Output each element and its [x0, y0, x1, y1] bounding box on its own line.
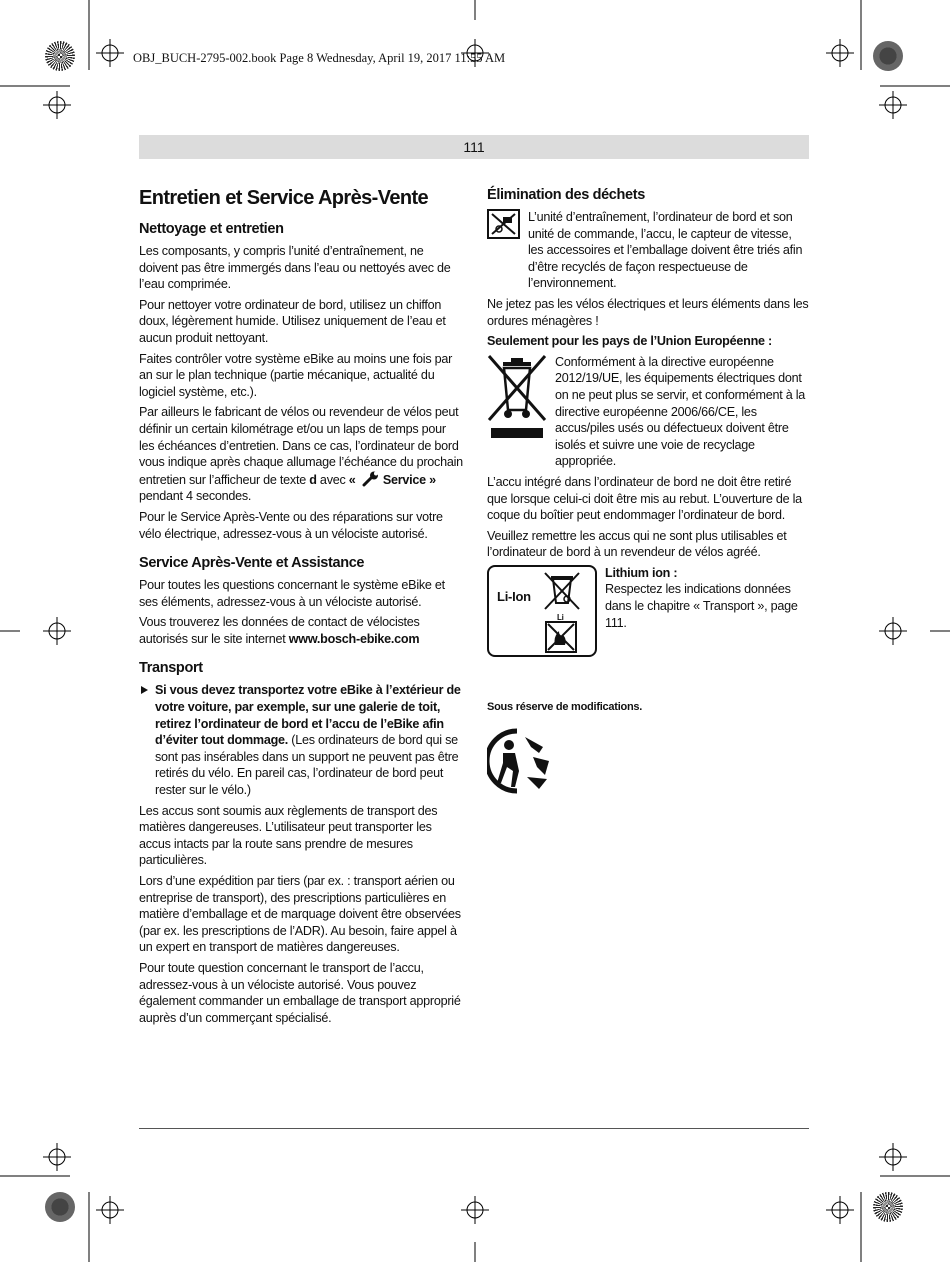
paragraph-website: [139, 614, 463, 647]
paragraph: Pour le Service Après-Vente ou des réparations sur votre vélo électrique, adressez-vous à un vélociste autorisé.: [139, 509, 443, 541]
bullet-triangle-icon: [141, 686, 148, 694]
page-number-band: [139, 135, 809, 159]
paragraph: Les composants, y compris l’unité d’entraînement, ne doivent pas être immergés dans l’eau ou nettoyés avec de l’eau comprimée.: [139, 244, 451, 292]
paragraph: Veuillez remettre les accus qui ne sont plus utilisables et l’ordinateur de bord à un revendeur de vélos agréé.: [487, 528, 787, 560]
bottom-rule: [139, 1128, 809, 1129]
li-small-label: Li: [557, 612, 564, 622]
triman-recycling-icon: [487, 727, 557, 795]
paragraph: Les accus sont soumis aux règlements de transport des matières dangereuses. L’utilisateur peut transporter les accus intacts par la route sans prendre de mesures particulières.: [139, 803, 438, 868]
display-reference: d: [309, 472, 317, 487]
crossed-bin-icon: [487, 354, 547, 442]
li-ion-row: [487, 565, 809, 657]
heading-service: Service Après-Vente et Assistance: [139, 555, 365, 572]
section-title: Entretien et Service Après-Vente: [139, 187, 429, 209]
disposal-row: [487, 209, 809, 296]
warning-bold-text: Si vous devez transportez votre eBike à l’extérieur de votre voiture, par exemple, sur une galerie de toit, retirez l’ordinateur de bord et l’accu de l’eBike afin d’éviter tout dommage.: [155, 683, 461, 748]
li-ion-title: Lithium ion :: [605, 565, 678, 580]
paragraph: L’accu intégré dans l’ordinateur de bord ne doit être retiré que lorsque celui-ci doit être mis au rebut. L’ouverture de la coque du boîtier peut endommager l’ordinateur de bord.: [487, 474, 802, 523]
li-ion-text: Respectez les indications données dans le chapitre « Transport », page 111.: [605, 582, 798, 630]
print-slug-line: OBJ_BUCH-2795-002.book Page 8 Wednesday, April 19, 2017 11:55 AM: [133, 51, 506, 65]
quote-mark: «: [348, 472, 359, 487]
wrench-icon: [362, 471, 380, 487]
left-column: [139, 186, 463, 1030]
li-ion-label: Li-Ion: [497, 588, 531, 604]
page-number: 111: [463, 139, 485, 155]
paragraph-maintenance-display: [139, 404, 463, 505]
weee-row: [487, 354, 809, 474]
paragraph: Lors d’une expédition par tiers (par ex. : transport aérien ou entreprise de transport), des prescriptions particulières en matière d’emballage et de marquage doivent être observées (par ex. les prescriptions de l’ADR). Au besoin, faire appel à un expert en transport de matières dangereuses.: [139, 874, 461, 955]
heading-elimination: Élimination des déchets: [487, 187, 645, 203]
heading-nettoyage: Nettoyage et entretien: [139, 221, 284, 237]
heading-eu: Seulement pour les pays de l’Union Européenne :: [487, 334, 772, 349]
no-fire-water-icon: [545, 621, 577, 653]
paragraph-text: Par ailleurs le fabricant de vélos ou revendeur de vélos peut définir un certain kilométrage et/ou un laps de temps pour les échéances d’entretien. Dans ce cas, l’ordinateur de bord vous indique après chaque allumage l’échéance du prochain entretien sur l’afficheur de texte: [139, 405, 463, 487]
website-link[interactable]: www.bosch-ebike.com: [288, 631, 420, 646]
warning-bullet: [139, 682, 463, 798]
warning-text: (Les ordinateurs de bord qui se sont pas insérables dans un support ne peuvent pas être retirés du vélo. En pareil cas, l’ordinateur de bord peut rester sur le vélo.): [155, 733, 459, 798]
paragraph: Conformément à la directive européenne 2012/19/UE, les équipements électriques dont on ne peut plus se servir, et conformément à la directive européenne 2006/66/CE, les accus/piles usés ou défectueux doivent être isolés et suivre une voie de recyclage appropriée.: [555, 354, 806, 469]
paragraph: Ne jetez pas les vélos électriques et leurs éléments dans les ordures ménagères !: [487, 296, 809, 328]
recycle-tools-icon: [487, 209, 520, 239]
paragraph: Pour toute question concernant le transport de l’accu, adressez-vous à un vélociste autorisé. Vous pouvez également commander un emballage de transport approprié auprès d’un commerçant spécialisé.: [139, 960, 461, 1025]
heading-transport: Transport: [139, 660, 203, 677]
paragraph: Faites contrôler votre système eBike au moins une fois par an sur le plan technique (partie mécanique, actualité du logiciel système, etc.).: [139, 351, 453, 399]
reserve-note: Sous réserve de modifications.: [487, 700, 643, 713]
li-ion-badge: [487, 565, 597, 657]
paragraph: L’unité d’entraînement, l’ordinateur de bord et son unité de commande, l’accu, le capteur de vitesse, les accessoires et l’emballage doivent être triés afin d’être recyclés de façon respectueuse de l’environnement.: [528, 210, 803, 291]
right-column: [487, 186, 809, 795]
paragraph-text: avec: [316, 472, 349, 487]
crossed-battery-bin-icon: [543, 571, 581, 611]
paragraph-text: pendant 4 secondes.: [139, 489, 252, 504]
service-label: Service »: [382, 472, 436, 487]
paragraph: Pour nettoyer votre ordinateur de bord, utilisez un chiffon doux, légèrement humide. Utilisez uniquement de l’eau et aucun produit nettoyant.: [139, 297, 446, 345]
paragraph: Pour toutes les questions concernant le système eBike et ses éléments, adressez-vous à un vélociste autorisé.: [139, 578, 445, 609]
li-ion-note: [605, 565, 809, 657]
paragraph-text: Vous trouverez les données de contact de vélocistes autorisés sur le site internet: [139, 615, 420, 646]
